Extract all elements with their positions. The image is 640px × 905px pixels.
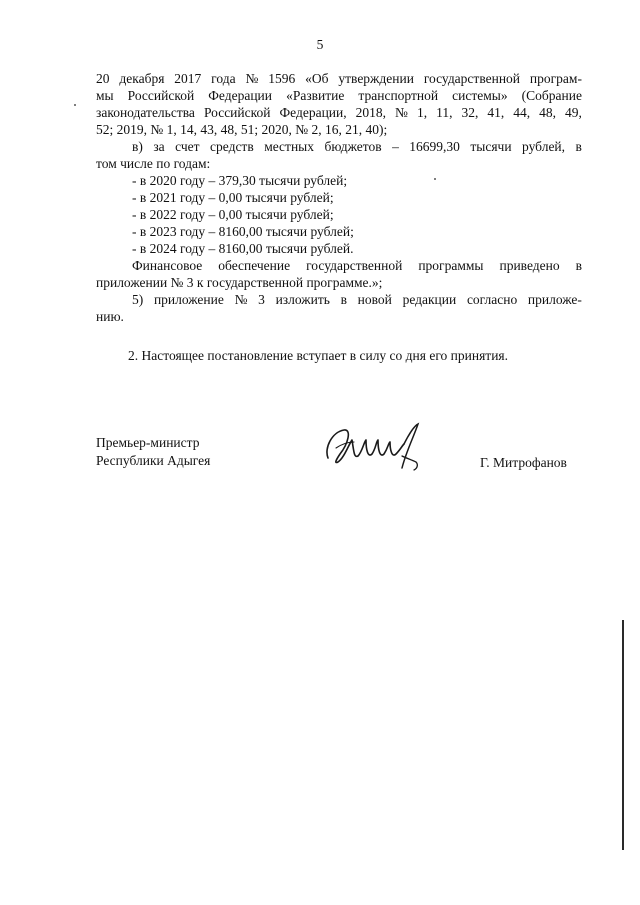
document-body (96, 70, 582, 325)
word: транспортной (358, 88, 439, 103)
local-budgets-line-2: том числе по годам: (96, 156, 211, 171)
word: Российской (127, 88, 195, 103)
word: утверждении (338, 71, 414, 86)
word: Федерации, (279, 105, 347, 120)
word: 3 (258, 292, 265, 307)
year-2024-item: - в 2024 году – 8160,00 тысячи рублей. (132, 241, 354, 256)
word: приведено (499, 258, 560, 273)
word: 32, (461, 105, 479, 120)
word: програм- (529, 71, 582, 86)
word: тысячи (470, 139, 512, 154)
word: мы (96, 88, 114, 103)
word: системы» (452, 88, 508, 103)
word: 5) (132, 292, 144, 307)
financing-line-1 (96, 257, 582, 274)
word: Российской (203, 105, 271, 120)
word: 1, (416, 105, 428, 120)
year-2023-item: - в 2023 году – 8160,00 тысячи рублей; (132, 224, 354, 239)
closing-clause: 2. Настоящее постановление вступает в силу со дня его принятия. (128, 348, 509, 363)
word: 2017 (174, 71, 202, 86)
word: государственной (423, 71, 521, 86)
year-2020-item: - в 2020 году – 379,30 тысячи рублей; (132, 173, 348, 188)
word: обеспечение (218, 258, 291, 273)
word: рублей, (522, 139, 566, 154)
scan-edge-mark (622, 620, 624, 850)
word: в (575, 139, 582, 154)
word: года (211, 71, 236, 86)
word: государственной (306, 258, 403, 273)
word: 1596 (268, 71, 296, 86)
local-budgets-line-1 (96, 138, 582, 155)
year-2021-item: - в 2021 году – 0,00 тысячи рублей; (132, 190, 334, 205)
signatory-title-line-2: Республики Адыгея (96, 453, 211, 468)
item5-line-2: нию. (96, 309, 124, 324)
continuation-line-1 (96, 70, 582, 87)
word: согласно (466, 292, 518, 307)
scan-speck (74, 104, 76, 106)
word: редакции (402, 292, 457, 307)
continuation-line-4: 52; 2019, № 1, 14, 43, 48, 51; 2020, № 2, 16, 21, 40); (96, 122, 388, 137)
word: № (245, 71, 259, 86)
handwritten-signature (318, 418, 426, 476)
word: в) (132, 139, 143, 154)
word: изложить (275, 292, 330, 307)
word: законодательства (96, 105, 195, 120)
item5-line-1 (96, 291, 582, 308)
word: декабря (119, 71, 165, 86)
word: № (234, 292, 248, 307)
word: бюджетов (324, 139, 382, 154)
word: 11, (436, 105, 453, 120)
word: в (575, 258, 582, 273)
word: местных (264, 139, 314, 154)
word: приложе- (527, 292, 582, 307)
word: № (395, 105, 408, 120)
word: Федерации (208, 88, 273, 103)
word: (Собрание (521, 88, 582, 103)
word: программы (418, 258, 484, 273)
word: «Об (305, 71, 329, 86)
continuation-line-3 (96, 104, 582, 121)
word: 41, (487, 105, 505, 120)
word: – (392, 139, 399, 154)
page-number: 5 (316, 37, 324, 52)
word: 44, (513, 105, 531, 120)
word: за (153, 139, 165, 154)
word: 20 (96, 71, 110, 86)
word: счет (175, 139, 200, 154)
word: 49, (565, 105, 582, 120)
word: средств (210, 139, 254, 154)
word: приложение (153, 292, 224, 307)
continuation-line-2 (96, 87, 582, 104)
signatory-title (96, 434, 210, 470)
signatory-name: Г. Митрофанов (480, 455, 567, 470)
year-2022-item: - в 2022 году – 0,00 тысячи рублей; (132, 207, 334, 222)
word: 48, (539, 105, 557, 120)
word: Финансовое (132, 258, 203, 273)
scan-speck (434, 178, 436, 180)
word: в (340, 292, 347, 307)
financing-line-2: приложении № 3 к государственной программе.»; (96, 275, 383, 290)
signatory-title-line-1: Премьер-министр (96, 435, 200, 450)
word: новой (357, 292, 392, 307)
word: 16699,30 (409, 139, 460, 154)
word: 2018, (355, 105, 387, 120)
word: «Развитие (286, 88, 345, 103)
